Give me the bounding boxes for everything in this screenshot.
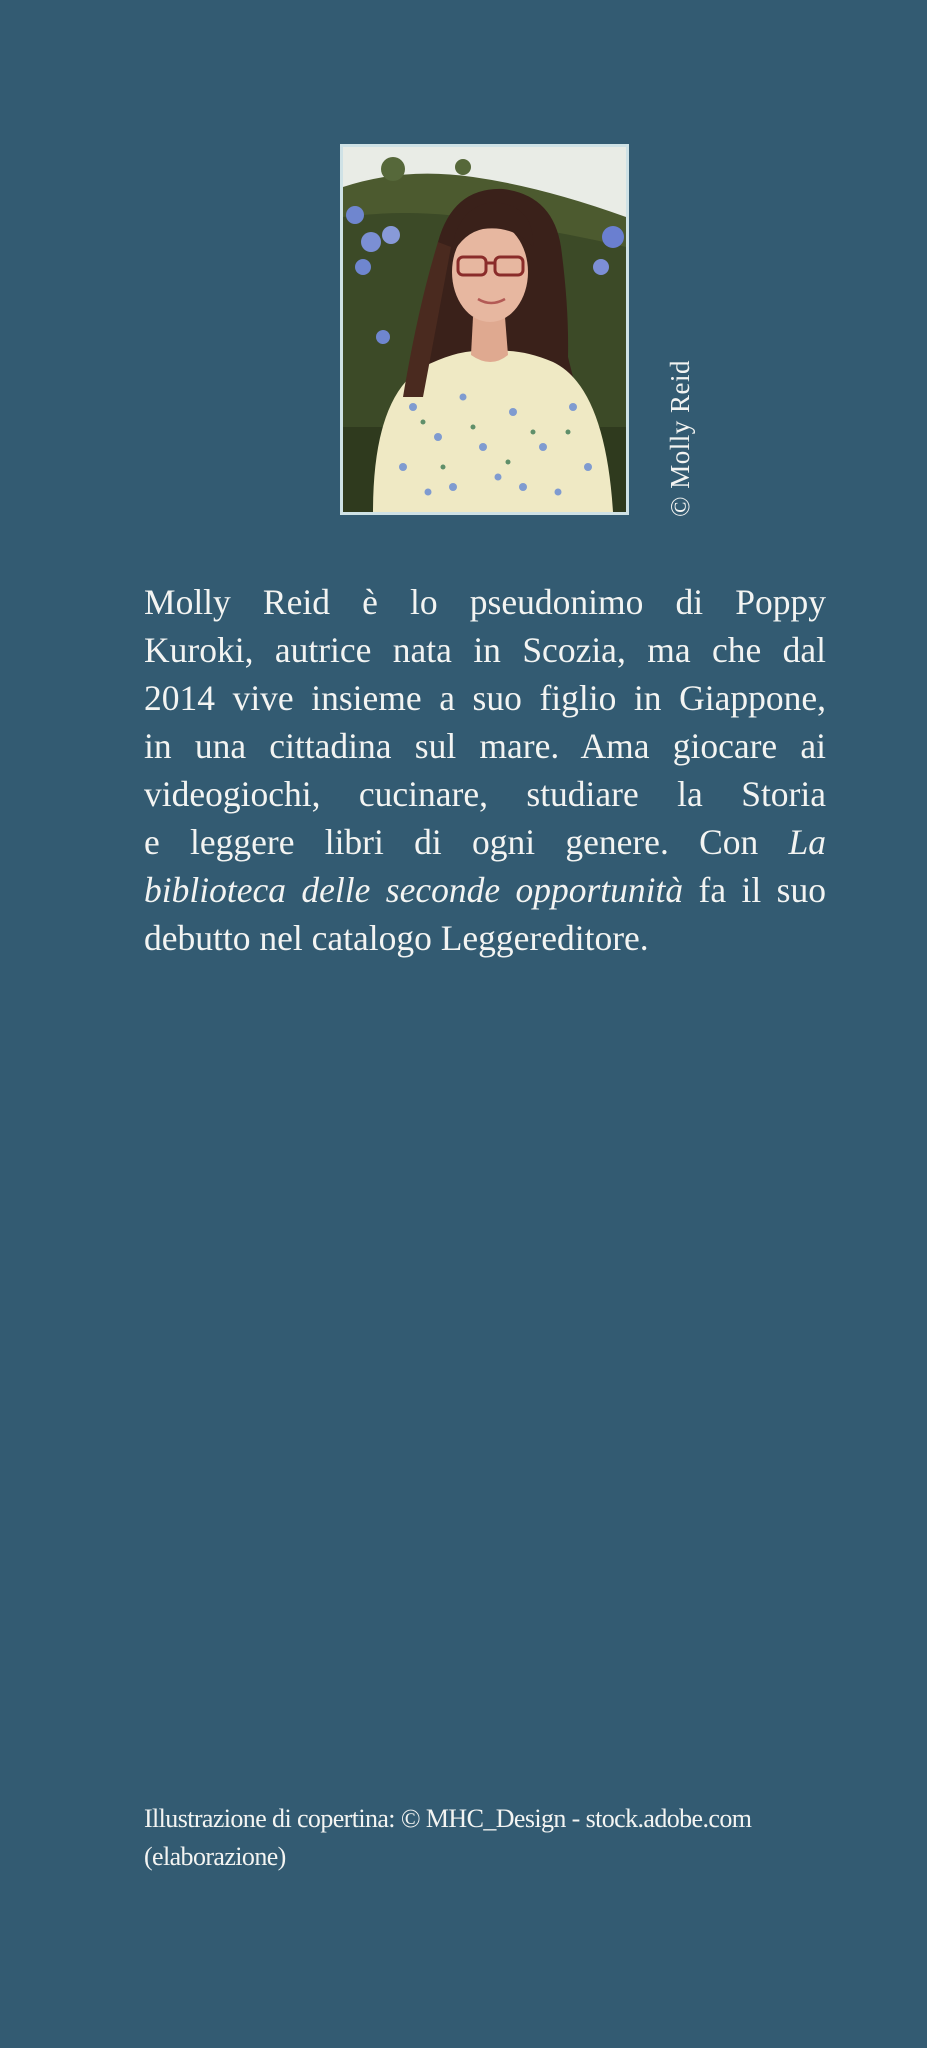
bio-text: fa il suo [683, 870, 826, 910]
bio-line [144, 866, 826, 914]
bio-line: Molly Reid è lo pseudonimo di Poppy [144, 582, 826, 622]
bio-line: 2014 vive insieme a suo figlio in Giappone, [144, 678, 826, 718]
author-portrait-image [343, 147, 626, 512]
bio-line: in una cittadina sul mare. Ama giocare ai [144, 726, 826, 766]
bio-text: e leggere libri di ogni genere. Con [144, 822, 789, 862]
bio-line [144, 818, 826, 866]
book-title-fragment: La [788, 822, 826, 862]
cover-credit-line: (elaborazione) [144, 1842, 286, 1871]
bio-line: Kuroki, autrice nata in Scozia, ma che dal [144, 630, 826, 670]
bio-line: videogiochi, cucinare, studiare la Storia [144, 774, 826, 814]
author-photo [340, 144, 629, 515]
book-title-fragment: biblioteca delle seconde opportunità [144, 870, 684, 910]
author-bio [144, 578, 826, 962]
cover-illustration-credit [144, 1800, 834, 1876]
photo-credit: © Molly Reid [665, 359, 695, 517]
cover-credit-line: Illustrazione di copertina: © MHC_Design - stock.adobe.com [144, 1804, 752, 1833]
bio-line: debutto nel catalogo Leggereditore. [144, 918, 649, 958]
